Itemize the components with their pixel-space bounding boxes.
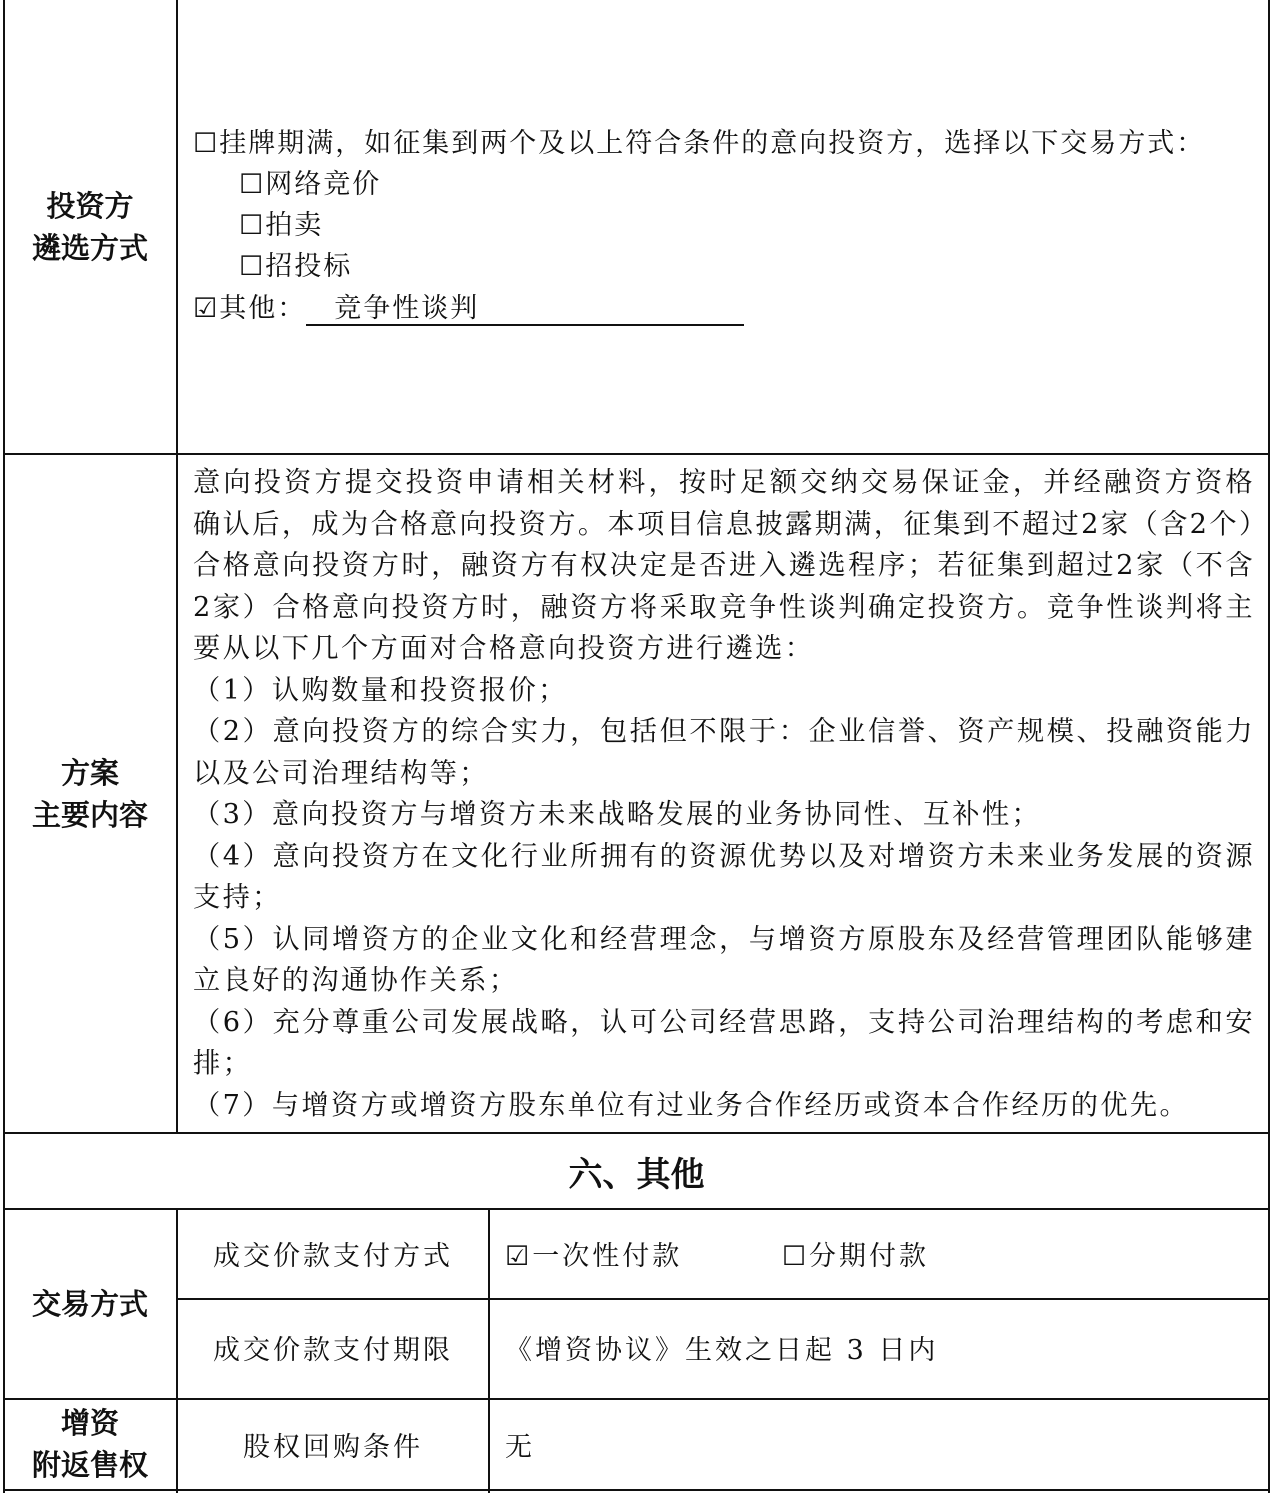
plan-criterion: （7）与增资方或增资方股东单位有过业务合作经历或资本合作经历的优先。 [193, 1089, 1190, 1121]
option-label: 分期付款 [809, 1241, 930, 1272]
option-tender[interactable] [239, 246, 352, 288]
checkbox-unchecked-icon[interactable]: ☐ [239, 210, 266, 241]
checkbox-unchecked-icon[interactable]: ☐ [781, 1241, 810, 1272]
option-label: 拍卖 [265, 210, 324, 241]
row-divider-selection [3, 453, 1270, 455]
option-installment[interactable] [782, 1241, 929, 1272]
table-border-right [1268, 0, 1270, 1493]
label-column-divider-top [176, 0, 178, 1133]
selection-intro-option[interactable] [193, 123, 1205, 165]
payment-deadline-label: 成交价款支付期限 [213, 1335, 453, 1366]
buyback-right-label [4, 1402, 176, 1486]
option-online-bidding[interactable] [239, 164, 381, 206]
buyback-condition-value: 无 [505, 1432, 535, 1463]
checkbox-checked-icon[interactable]: ☑ [193, 293, 220, 324]
plan-content-label [4, 752, 176, 836]
row-divider-plan [3, 1132, 1270, 1134]
option-lump-sum[interactable] [505, 1241, 682, 1272]
option-other[interactable] [193, 288, 744, 330]
plan-label-line-1: 方案 [60, 756, 119, 790]
section-heading: 六、其他 [568, 1155, 705, 1195]
plan-criterion: （4）意向投资方在文化行业所拥有的资源优势以及对增资方未来业务发展的资源支持； [193, 840, 1255, 913]
option-label: 网络竞价 [265, 169, 382, 200]
buyback-condition-label: 股权回购条件 [243, 1432, 423, 1463]
option-label: 招投标 [265, 251, 353, 282]
plan-paragraph: 意向投资方提交投资申请相关材料，按时足额交纳交易保证金，并经融资方资格确认后，成为合格意向投资方。本项目信息披露期满，征集到不超过2家（含2个）合格意向投资方时，融资方有权决定是否进入遴选程序；若征集到超过2家（不含2家）合格意向投资方时，融资方将采取竞争性谈判确定投资方。竞争性谈判将主要从以下几个方面对合格意向投资方进行遴选： [193, 467, 1255, 664]
payment-method-label: 成交价款支付方式 [213, 1241, 453, 1272]
selection-label-line-1: 投资方 [46, 189, 134, 223]
buyback-label-line-2: 附返售权 [31, 1448, 148, 1482]
plan-label-line-2: 主要内容 [31, 798, 148, 832]
option-other-value: 竞争性谈判 [306, 294, 744, 326]
plan-criterion: （5）认同增资方的企业文化和经营理念，与增资方原股东及经营管理团队能够建立良好的沟通协作关系； [193, 923, 1255, 996]
row-divider-heading [3, 1208, 1270, 1210]
plan-criterion: （3）意向投资方与增资方未来战略发展的业务协同性、互补性； [193, 799, 1042, 830]
plan-criterion: （6）充分尊重公司发展战略，认可公司经营思路，支持公司治理结构的考虑和安排； [193, 1006, 1255, 1079]
checkbox-checked-icon[interactable]: ☑ [505, 1241, 533, 1272]
buyback-label-line-1: 增资 [60, 1406, 119, 1440]
checkbox-unchecked-icon[interactable]: ☐ [239, 169, 266, 200]
value-column-divider [488, 1208, 490, 1493]
payment-method-options [505, 1234, 929, 1273]
plan-criterion: （2）意向投资方的综合实力，包括但不限于：企业信誉、资产规模、投融资能力以及公司治理结构等； [193, 716, 1255, 789]
payment-deadline-value: 《增资协议》生效之日起 3 日内 [505, 1335, 939, 1366]
option-other-label: 其他： [219, 293, 307, 324]
option-auction[interactable] [239, 205, 323, 247]
selection-method-label [4, 185, 176, 269]
table-border-bottom [3, 1489, 1270, 1491]
row-divider-trade-inner [176, 1298, 1270, 1300]
plan-content-text [193, 462, 1255, 1126]
plan-criterion: （1）认购数量和投资报价； [193, 674, 568, 706]
trade-method-label: 交易方式 [31, 1287, 148, 1321]
selection-intro-text: 挂牌期满，如征集到两个及以上符合条件的意向投资方，选择以下交易方式： [219, 128, 1206, 159]
option-label: 一次性付款 [532, 1241, 683, 1272]
checkbox-unchecked-icon[interactable]: ☐ [239, 251, 266, 282]
row-divider-trade [3, 1398, 1270, 1400]
selection-label-line-2: 遴选方式 [31, 231, 148, 265]
checkbox-unchecked-icon[interactable]: ☐ [193, 128, 220, 159]
